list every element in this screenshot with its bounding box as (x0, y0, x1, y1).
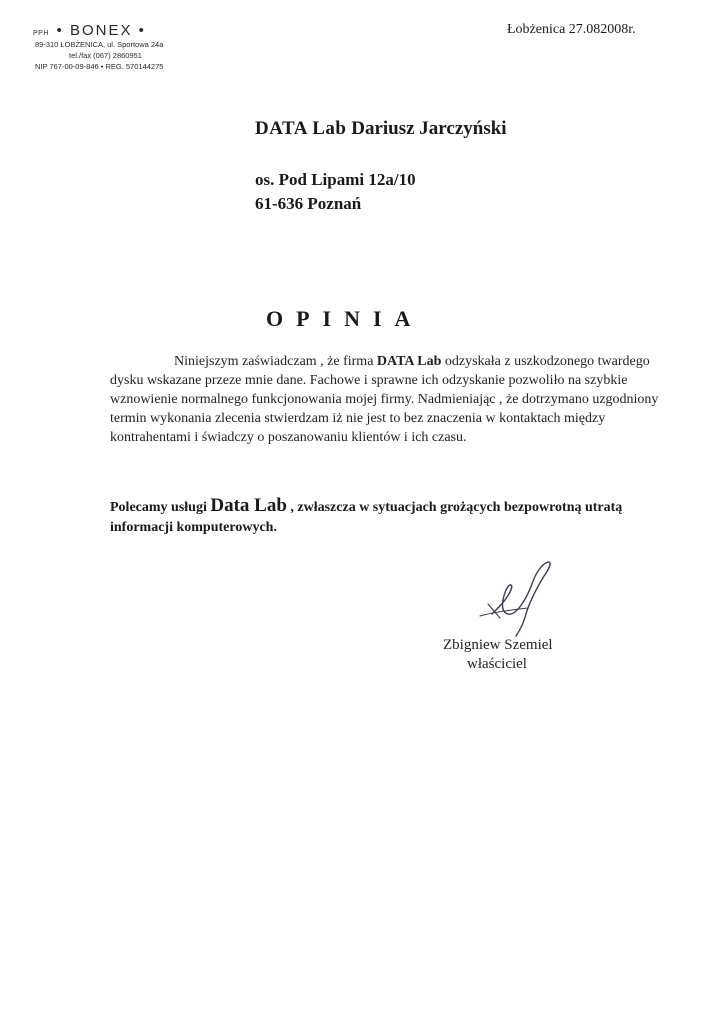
body-firm-name: DATA Lab (376, 354, 442, 369)
recommendation-paragraph (110, 496, 680, 538)
signer-name: Zbigniew Szemiel (443, 637, 553, 653)
body-paragraph (110, 352, 680, 447)
document-title: OPINIA (266, 306, 424, 331)
stamp-phone: tel./fax (067) 2860951 (69, 51, 142, 60)
recipient-city: 61-636 Poznań (255, 194, 362, 213)
letter-date: Łobżenica 27.082008r. (507, 22, 636, 37)
recommendation-start: Polecamy usługi (110, 500, 211, 515)
body-text-rest: odzyskała z uszkodzonego twardego dysku wskazane przeze mnie dane. Fachowe i sprawne ich odzyskanie pozwoliło na szybkie wznowienie normalnego funkcjonowania mojej firmy. Nadmieniając , że dotrzymano uzgodniony termin wykonania zlecenia stwierdzam iż nie jest to bez znaczenia w kontaktach między kontrahentami i świadczy o poszanowaniu klientów i ich czasu. (110, 354, 659, 445)
handwritten-signature (470, 556, 590, 640)
stamp-address: 89-310 ŁOBŻENICA, ul. Sportowa 24a (35, 40, 164, 49)
recipient-person: Dariusz Jarczyński (351, 118, 507, 139)
company-stamp (33, 22, 233, 72)
recipient-name-line (255, 118, 507, 140)
recommendation-brand: Data Lab (210, 495, 287, 516)
stamp-company-name: • BONEX • (56, 22, 146, 39)
stamp-ids: NIP 767-00-09-846 • REG. 570144275 (35, 62, 164, 71)
recipient-block (255, 118, 507, 216)
recipient-company: DATA Lab (255, 118, 347, 139)
stamp-brand (33, 22, 233, 39)
recommendation-rest: , zwłaszcza w sytuacjach grożących bezpowrotną utratą informacji komputerowych. (110, 500, 623, 535)
signer-role: właściciel (467, 656, 527, 672)
body-text-start: Niniejszym zaświadczam , że firma (174, 354, 377, 369)
stamp-prefix: PPH (33, 30, 49, 37)
signer-block (443, 636, 553, 674)
recipient-street: os. Pod Lipami 12a/10 (255, 170, 416, 189)
